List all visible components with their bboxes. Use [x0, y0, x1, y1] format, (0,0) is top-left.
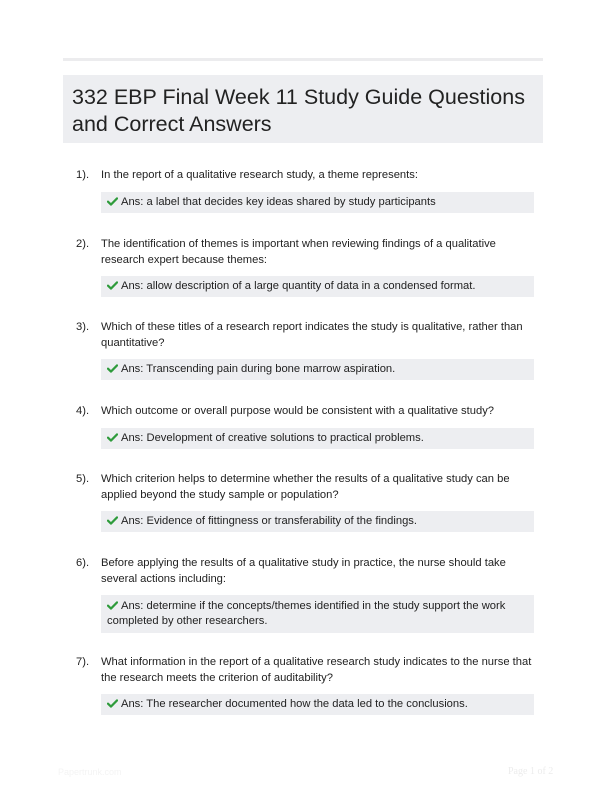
answer-text: The researcher documented how the data led to the conclusions.: [146, 698, 468, 710]
question-text: Before applying the results of a qualitative study in practice, the nurse should take several actions including:: [101, 557, 506, 585]
question-number: 1).: [76, 169, 90, 181]
answer-box: [101, 276, 534, 297]
answer-prefix: Ans:: [121, 515, 144, 527]
question-text: Which outcome or overall purpose would be consistent with a qualitative study?: [101, 405, 495, 417]
answer-box: [101, 694, 534, 715]
question-text: Which of these titles of a research report indicates the study is qualitative, rather than quantitative?: [101, 321, 523, 349]
page-title: 332 EBP Final Week 11 Study Guide Questions and Correct Answers: [72, 85, 525, 136]
answer-text: Evidence of fittingness or transferability of the findings.: [146, 515, 418, 527]
page-number: Page 1 of 2: [508, 766, 554, 777]
checkmark-icon: [107, 281, 118, 290]
answer-prefix: Ans:: [121, 698, 144, 710]
answer-text: a label that decides key ideas shared by study participants: [146, 196, 436, 208]
checkmark-icon: [107, 601, 118, 610]
answer-text: determine if the concepts/themes identified in the study support the work completed by other researchers.: [107, 600, 506, 627]
answer-text: Development of creative solutions to practical problems.: [146, 432, 424, 444]
answer-prefix: Ans:: [121, 432, 144, 444]
title-banner: [63, 75, 543, 143]
question-text: What information in the report of a qualitative research study indicates to the nurse that the research meets the criterion of auditability?: [101, 656, 532, 684]
answer-prefix: Ans:: [121, 600, 144, 612]
answer-text: allow description of a large quantity of data in a condensed format.: [146, 280, 476, 292]
answer-box: [101, 511, 534, 532]
question-number: 4).: [76, 405, 90, 417]
question-number: 6).: [76, 557, 90, 569]
checkmark-icon: [107, 197, 118, 206]
answer-prefix: Ans:: [121, 363, 144, 375]
question-number: 3).: [76, 321, 90, 333]
answer-box: [101, 595, 534, 633]
question-number: 7).: [76, 656, 90, 668]
footer-watermark: Papertrunk.com: [58, 767, 122, 777]
answer-prefix: Ans:: [121, 280, 144, 292]
question-text: The identification of themes is important when reviewing findings of a qualitative research expert because themes:: [101, 238, 496, 266]
question-text: In the report of a qualitative research study, a theme represents:: [101, 169, 418, 181]
question-number: 2).: [76, 238, 90, 250]
checkmark-icon: [107, 364, 118, 373]
checkmark-icon: [107, 699, 118, 708]
answer-prefix: Ans:: [121, 196, 144, 208]
answer-text: Transcending pain during bone marrow aspiration.: [146, 363, 396, 375]
question-number: 5).: [76, 473, 90, 485]
question-text: Which criterion helps to determine whether the results of a qualitative study can be applied beyond the study sample or population?: [101, 473, 510, 501]
checkmark-icon: [107, 516, 118, 525]
answer-box: [101, 192, 534, 213]
top-divider: [63, 58, 543, 61]
checkmark-icon: [107, 433, 118, 442]
answer-box: [101, 359, 534, 380]
answer-box: [101, 428, 534, 449]
